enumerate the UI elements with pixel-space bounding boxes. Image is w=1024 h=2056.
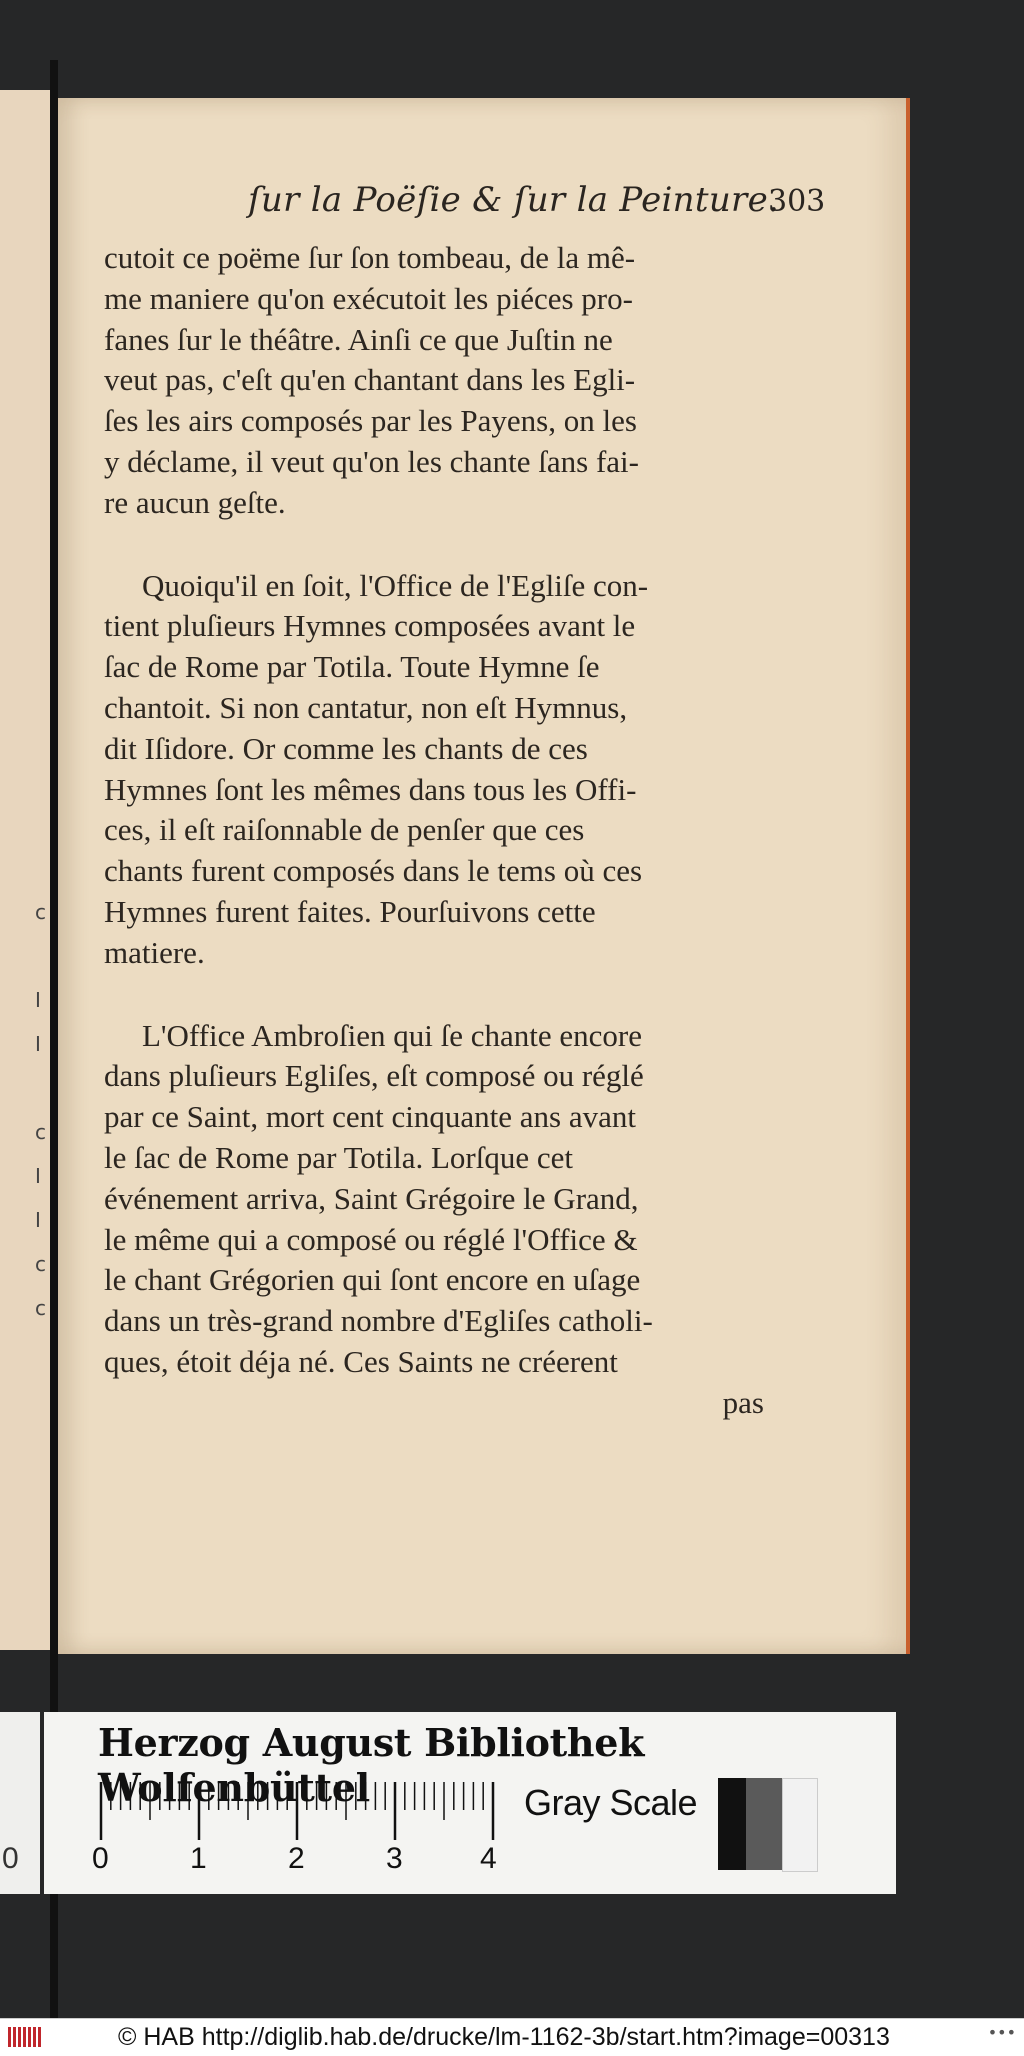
logo-bar [8,2027,11,2047]
text-line: fanes ſur le théâtre. Ainſi ce que Juſtin ne [104,321,613,357]
ruler-digit-4: 4 [480,1842,497,1875]
library-name: Herzog August Bibliothek Wolfenbüttel [98,1720,645,1810]
text-line: par ce Saint, mort cent cinquante ans avant [104,1099,636,1135]
running-head-title: ſur la Poëſie & ſur la Peinture. [248,180,780,220]
paragraph-gap [104,524,764,566]
page-number: 303 [768,184,826,219]
logo-bar [18,2027,21,2047]
text-line: matiere. [104,934,205,970]
hab-logo-icon [6,2025,46,2049]
swatch-gray [746,1778,782,1870]
text-line: le même qui a composé ou réglé l'Office & [104,1221,638,1257]
running-head [188,180,888,240]
more-icon[interactable]: ••• [987,2023,1016,2042]
ruler-digit-2: 2 [288,1842,305,1875]
footer-copyright-link[interactable]: © HAB http://diglib.hab.de/drucke/lm-1162-3b/start.htm?image=00313 [118,2023,890,2051]
text-line: le chant Grégorien qui ſont encore en uſage [104,1262,641,1298]
text-line: ces, il eſt raiſonnable de penſer que ces [104,812,585,848]
text-line: ſac de Rome par Totila. Toute Hymne ſe [104,649,600,685]
previous-page-edge [0,90,50,1650]
text-line: ſes les airs composés par les Payens, on les [104,403,637,439]
ruler-digit-3: 3 [386,1842,403,1875]
text-line: me maniere qu'on exécutoit les piéces pro- [104,280,633,316]
text-line: dit Iſidore. Or comme les chants de ces [104,730,588,766]
text-line: chantoit. Si non cantatur, non eſt Hymnus, [104,689,628,725]
logo-bar [38,2027,41,2047]
text-line: veut pas, c'eſt qu'en chantant dans les Egli- [104,362,636,398]
swatch-black [718,1778,746,1870]
ruler-digit-0: 0 [92,1842,109,1875]
gray-scale-label: Gray Scale [524,1782,698,1823]
text-line: Quoiqu'il en ſoit, l'Office de l'Egliſe con- [142,567,649,603]
ruler-left-digit: 0 [2,1842,19,1875]
text-line: Hymnes furent faites. Pourſuivons cette [104,893,596,929]
text-line: ques, étoit déja né. Ces Saints ne créerent [104,1343,618,1379]
ruler-left-strip [0,1712,40,1894]
text-line: tient pluſieurs Hymnes composées avant le [104,608,636,644]
logo-bar [33,2027,36,2047]
book-page [58,98,910,1654]
text-line: événement arriva, Saint Grégoire le Grand, [104,1180,639,1216]
logo-bar [23,2027,26,2047]
text-line: chants furent composés dans le tems où ces [104,853,643,889]
logo-bar [13,2027,16,2047]
text-line: L'Office Ambroſien qui ſe chante encore [142,1017,642,1053]
text-line: dans un très-grand nombre d'Egliſes catholi- [104,1303,653,1339]
text-line: re aucun geſte. [104,484,286,520]
color-scale-card [44,1712,896,1894]
catchword: pas [722,1384,764,1420]
previous-page-marks: c I I c I I c c [35,900,46,1320]
text-line: cutoit ce poëme ſur ſon tombeau, de la mê- [104,240,636,275]
text-line: y déclame, il veut qu'on les chante ſans fai- [104,443,639,479]
text-line: le ſac de Rome par Totila. Lorſque cet [104,1139,573,1175]
logo-bar [28,2027,31,2047]
ruler-digit-1: 1 [190,1842,207,1875]
page-body-text [104,238,764,1424]
paragraph-gap [104,974,764,1016]
text-line: dans pluſieurs Egliſes, eſt composé ou réglé [104,1058,644,1094]
text-line: Hymnes ſont les mêmes dans tous les Offi- [104,771,637,807]
footer-bar [0,2018,1024,2056]
swatch-white [782,1778,818,1872]
